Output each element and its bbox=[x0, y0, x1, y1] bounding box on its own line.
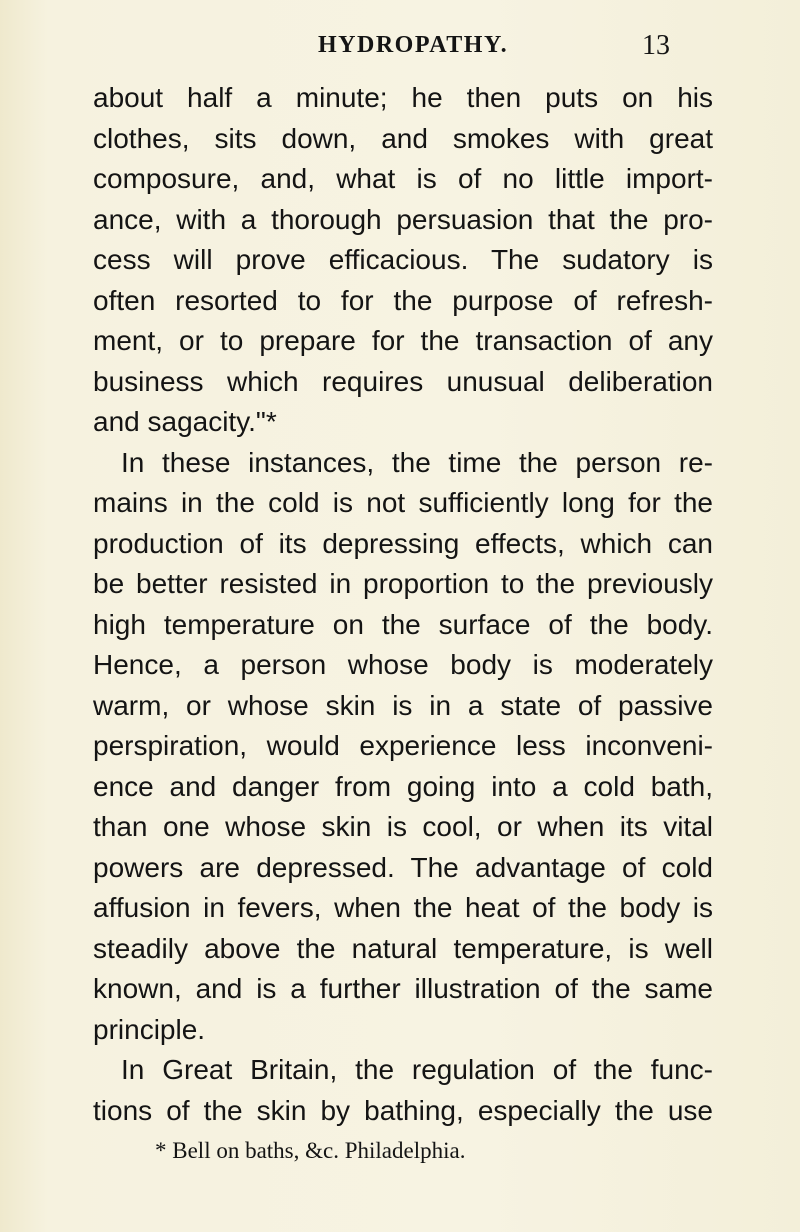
body-text bbox=[93, 78, 713, 1131]
text-line: powers are depressed. The advantage of cold bbox=[93, 851, 713, 883]
text-line: In Great Britain, the regulation of the func- bbox=[121, 1054, 713, 1085]
footnote: * Bell on baths, &c. Philadelphia. bbox=[155, 1138, 466, 1163]
text-line: tions of the skin by bathing, especially the use bbox=[93, 1094, 713, 1126]
text-line: steadily above the natural temperature, is well bbox=[93, 932, 713, 964]
page-number: 13 bbox=[642, 30, 670, 61]
text-line: ance, with a thorough persuasion that the pro- bbox=[93, 203, 713, 235]
text-line: clothes, sits down, and smokes with great bbox=[93, 122, 713, 154]
text-line: and sagacity."* bbox=[93, 406, 277, 437]
text-line: mains in the cold is not sufficiently long for the bbox=[93, 487, 713, 518]
text-line: affusion in fevers, when the heat of the body is bbox=[93, 892, 713, 923]
text-line: perspiration, would experience less inconveni- bbox=[93, 730, 713, 761]
text-line: cess will prove efficacious. The sudatory is bbox=[93, 244, 713, 275]
running-title: HYDROPATHY. bbox=[318, 32, 509, 58]
text-line: about half a minute; he then puts on his bbox=[93, 82, 713, 113]
running-head bbox=[0, 30, 800, 66]
text-line: principle. bbox=[93, 1013, 206, 1045]
text-line: known, and is a further illustration of the same bbox=[93, 973, 713, 1004]
text-line: production of its depressing effects, which can bbox=[93, 527, 713, 559]
text-line: composure, and, what is of no little import- bbox=[93, 163, 713, 194]
text-line: be better resisted in proportion to the previously bbox=[93, 568, 713, 599]
text-line: Hence, a person whose body is moderately bbox=[93, 649, 713, 680]
text-line: warm, or whose skin is in a state of passive bbox=[93, 689, 713, 721]
text-line: ence and danger from going into a cold bath, bbox=[93, 770, 713, 802]
text-line: often resorted to for the purpose of refresh- bbox=[93, 284, 713, 316]
text-line: high temperature on the surface of the body. bbox=[93, 608, 713, 640]
text-line: business which requires unusual deliberation bbox=[93, 365, 713, 397]
text-line: than one whose skin is cool, or when its vital bbox=[93, 811, 713, 842]
text-line: In these instances, the time the person re- bbox=[121, 446, 713, 478]
text-line: ment, or to prepare for the transaction of any bbox=[93, 325, 713, 356]
